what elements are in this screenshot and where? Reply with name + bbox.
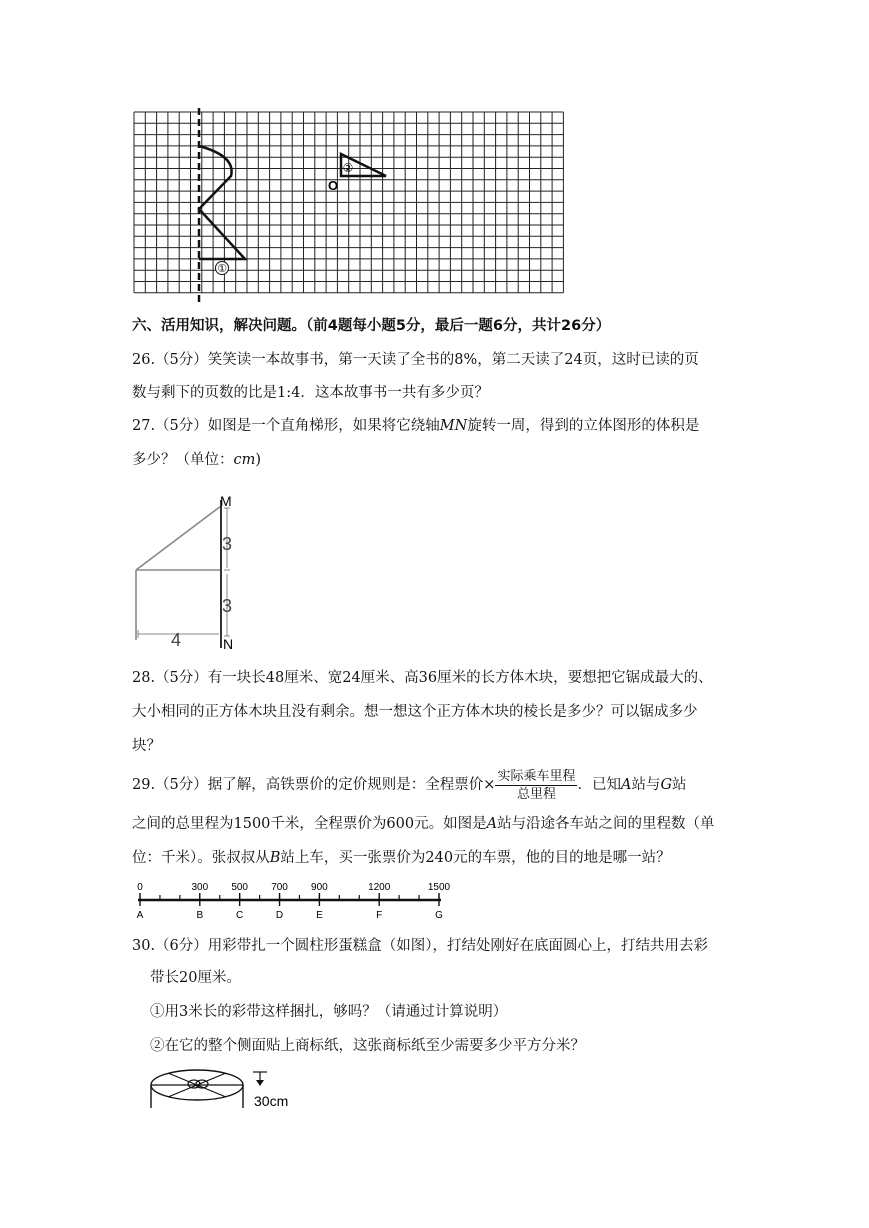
cake-box-figure	[146, 1064, 322, 1114]
q30-line2: 带长20厘米。	[150, 970, 241, 986]
grid-figure	[128, 104, 568, 304]
label-n: N	[223, 636, 234, 652]
distance-label: 500	[231, 882, 249, 893]
q29-line2: 之间的总里程为1500千米，全程票价为600元。如图是A站与沿途各车站之间的里程数（单	[132, 816, 715, 832]
station-label: D	[275, 910, 284, 921]
distance-label: 0	[137, 882, 143, 893]
distance-label: 1500	[427, 882, 451, 893]
station-number-line	[130, 878, 460, 922]
q29-line1: 29.（5分）据了解，高铁票价的定价规则是：全程票价× $\frac{\text{实际乘车里程}}{\text{总里程}}$ ．已知A站与G站	[132, 768, 687, 802]
section-heading: 六、活用知识，解决问题。（前4题每小题5分，最后一题6分，共计26分）	[132, 318, 611, 334]
fare-fraction: $\frac{\text{实际乘车里程}}{\text{总里程}}$	[497, 768, 576, 802]
station-label: B	[196, 910, 204, 921]
q30-line1: 30.（6分）用彩带扎一个圆柱形蛋糕盒（如图），打结处刚好在底面圆心上，打结共用去彩	[132, 938, 709, 954]
q28-line2: 大小相同的正方体木块且没有剩余。想一想这个正方体木块的棱长是多少？可以锯成多少	[132, 704, 698, 720]
distance-label: 1200	[368, 882, 391, 893]
distance-label: 900	[311, 882, 328, 893]
station-label: G	[435, 910, 443, 921]
q26-line1: 26.（5分）笑笑读一本故事书，第一天读了全书的8%，第二天读了24页，这时已读的页	[132, 352, 699, 368]
q28-line3: 块？	[132, 738, 161, 754]
station-label: A	[136, 910, 144, 921]
station-label: E	[316, 910, 323, 921]
station-label: F	[376, 910, 383, 921]
label-bottom-3: 3	[221, 596, 233, 616]
shape-1-label: ①	[217, 263, 227, 275]
q30-sub2: ②在它的整个侧面贴上商标纸，这张商标纸至少需要多少平方分米？	[150, 1038, 585, 1054]
q27-line1: 27.（5分）如图是一个直角梯形，如果将它绕轴MN旋转一周，得到的立体图形的体积是	[132, 418, 700, 434]
label-base-4: 4	[170, 630, 182, 650]
station-label: C	[236, 910, 244, 921]
label-top-3: 3	[221, 534, 233, 554]
point-o-label: O	[327, 178, 339, 193]
q29-line3: 位：千米）。张叔叔从B站上车，买一张票价为240元的车票，他的目的地是哪一站？	[132, 850, 671, 866]
shape-2-label: ②	[342, 161, 354, 175]
q28-line1: 28.（5分）有一块长48厘米、宽24厘米、高36厘米的长方体木块，要想把它锯成最大的、	[132, 670, 713, 686]
height-label: 30cm	[254, 1093, 289, 1109]
q27-line2: 多少？（单位：cm)	[132, 452, 262, 468]
q30-sub1: ①用3米长的彩带这样捆扎，够吗？（请通过计算说明）	[150, 1004, 508, 1020]
q26-line2: 数与剩下的页数的比是1:4．这本故事书一共有多少页？	[132, 385, 489, 401]
trapezoid-figure	[128, 494, 248, 654]
distance-label: 300	[191, 882, 209, 893]
distance-label: 700	[271, 882, 288, 893]
label-m: M	[220, 494, 232, 509]
